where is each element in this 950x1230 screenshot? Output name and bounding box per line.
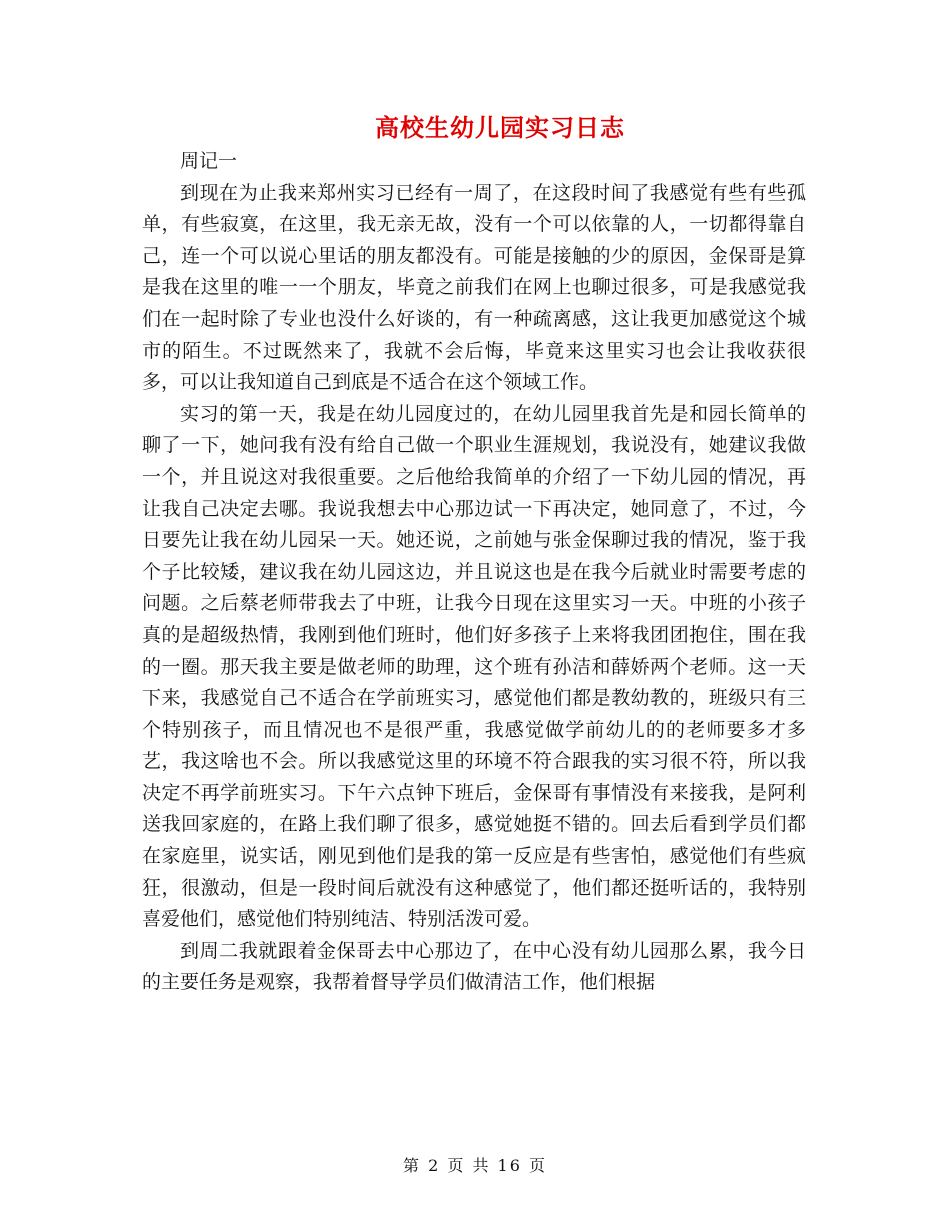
paragraph: 到周二我就跟着金保哥去中心那边了，在中心没有幼儿园那么累，我今日的主要任务是观察，我帮着督导学员们做清洁工作，他们根据 bbox=[142, 939, 806, 994]
paragraph: 到现在为止我来郑州实习已经有一周了，在这段时间了我感觉有些有些孤单，有些寂寞，在这里，我无亲无故，没有一个可以依靠的人，一切都得靠自己，连一个可以说心里话的朋友都没有。可能是接触的少的原因，金保哥是算是我在这里的唯一一个朋友，毕竟之前我们在网上也聊过很多，可是我感觉我们在一起时除了专业也没什么好谈的，有一种疏离感，这让我更加感觉这个城市的陌生。不过既然来了，我就不会后悔，毕竟来这里实习也会让我收获很多，可以让我知道自己到底是不适合在这个领域工作。 bbox=[142, 181, 806, 394]
section-heading: 周记一 bbox=[180, 150, 238, 172]
document-title: 高校生幼儿园实习日志 bbox=[375, 114, 625, 142]
page-footer: 第 2 页 共 16 页 bbox=[403, 1156, 547, 1175]
document-body bbox=[142, 146, 806, 999]
paragraph: 实习的第一天，我是在幼儿园度过的，在幼儿园里我首先是和园长简单的聊了一下，她问我有没有给自己做一个职业生涯规划，我说没有，她建议我做一个，并且说这对我很重要。之后他给我简单的介绍了一下幼儿园的情况，再让我自己决定去哪。我说我想去中心那边试一下再决定，她同意了，不过，今日要先让我在幼儿园呆一天。她还说，之前她与张金保聊过我的情况，鉴于我个子比较矮，建议我在幼儿园这边，并且说这也是在我今后就业时需要考虑的问题。之后蔡老师带我去了中班，让我今日现在这里实习一天。中班的小孩子真的是超级热情，我刚到他们班时，他们好多孩子上来将我团团抱住，围在我的一圈。那天我主要是做老师的助理，这个班有孙洁和薛娇两个老师。这一天下来，我感觉自己不适合在学前班实习，感觉他们都是教幼教的，班级只有三个特别孩子，而且情况也不是很严重，我感觉做学前幼儿的的老师要多才多艺，我这啥也不会。所以我感觉这里的环境不符合跟我的实习很不符，所以我决定不再学前班实习。下午六点钟下班后，金保哥有事情没有来接我，是阿利送我回家庭的，在路上我们聊了很多，感觉她挺不错的。回去后看到学员们都在家庭里，说实话，刚见到他们是我的第一反应是有些害怕，感觉他们有些疯狂，很激动，但是一段时间后就没有这种感觉了，他们都还挺听话的，我特别喜爱他们，感觉他们特别纯洁、特别活泼可爱。 bbox=[142, 402, 806, 931]
